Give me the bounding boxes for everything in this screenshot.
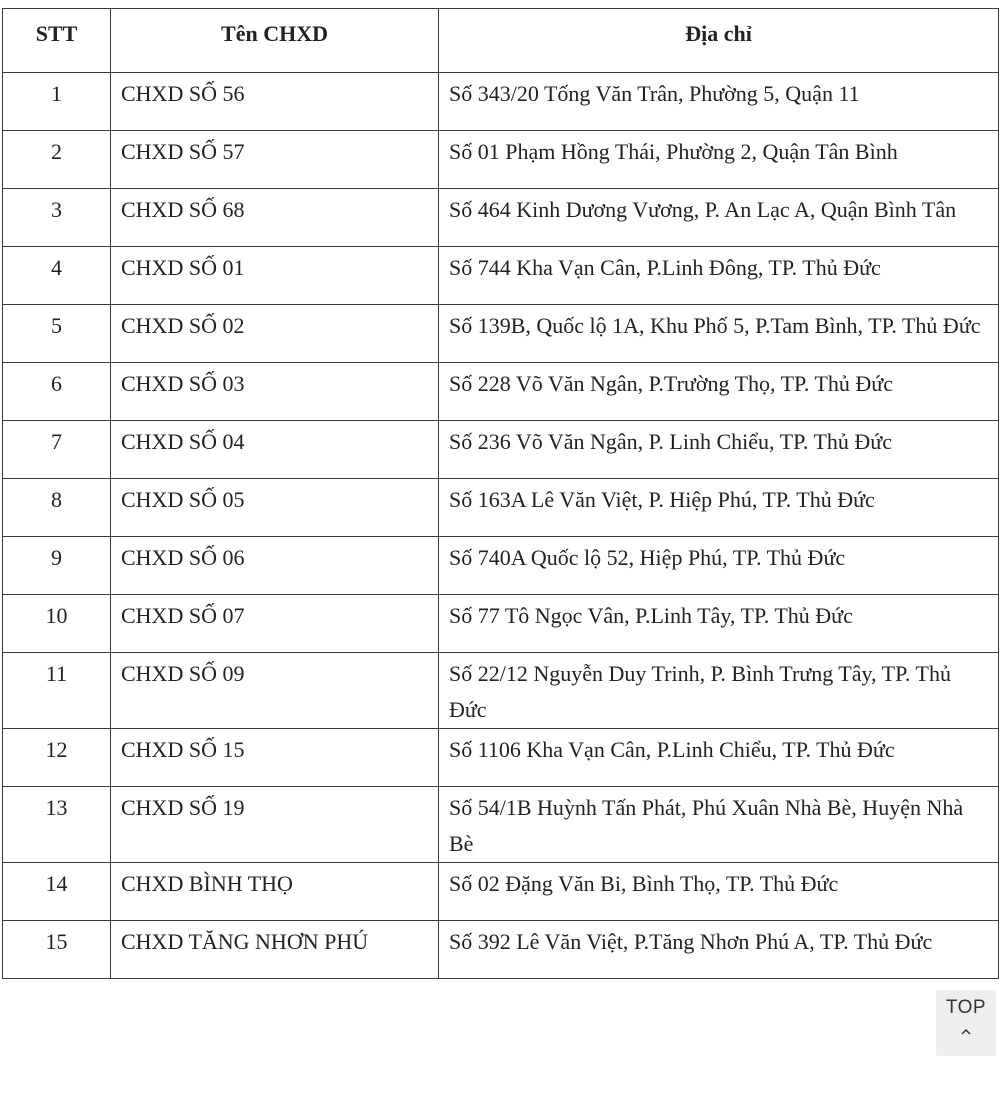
row-station-name: CHXD SỐ 68 [111,189,439,247]
row-stt: 1 [3,73,111,131]
row-address: Số 54/1B Huỳnh Tấn Phát, Phú Xuân Nhà Bè, Huyện Nhà Bè [439,787,999,863]
row-stt: 10 [3,595,111,653]
row-stt: 6 [3,363,111,421]
table-row [3,479,999,537]
row-station-name: CHXD SỐ 09 [111,653,439,729]
table-row [3,363,999,421]
table-row [3,305,999,363]
row-station-name: CHXD SỐ 07 [111,595,439,653]
row-address: Số 02 Đặng Văn Bi, Bình Thọ, TP. Thủ Đức [439,863,999,921]
table-row [3,421,999,479]
header-stt: STT [3,9,111,73]
table-row [3,131,999,189]
row-stt: 3 [3,189,111,247]
table-row [3,863,999,921]
row-address: Số 01 Phạm Hồng Thái, Phường 2, Quận Tân Bình [439,131,999,189]
row-station-name: CHXD SỐ 19 [111,787,439,863]
row-address: Số 392 Lê Văn Việt, P.Tăng Nhơn Phú A, TP. Thủ Đức [439,921,999,979]
row-address: Số 163A Lê Văn Việt, P. Hiệp Phú, TP. Thủ Đức [439,479,999,537]
row-stt: 9 [3,537,111,595]
row-stt: 11 [3,653,111,729]
row-address: Số 22/12 Nguyễn Duy Trinh, P. Bình Trưng Tây, TP. Thủ Đức [439,653,999,729]
row-station-name: CHXD SỐ 57 [111,131,439,189]
row-stt: 2 [3,131,111,189]
table-row [3,653,999,729]
row-stt: 8 [3,479,111,537]
row-address: Số 1106 Kha Vạn Cân, P.Linh Chiểu, TP. Thủ Đức [439,729,999,787]
row-station-name: CHXD TĂNG NHƠN PHÚ [111,921,439,979]
row-station-name: CHXD SỐ 04 [111,421,439,479]
row-station-name: CHXD SỐ 15 [111,729,439,787]
table-row [3,921,999,979]
row-station-name: CHXD SỐ 56 [111,73,439,131]
row-station-name: CHXD BÌNH THỌ [111,863,439,921]
chevron-up-icon [959,1025,973,1039]
table-row [3,787,999,863]
row-station-name: CHXD SỐ 06 [111,537,439,595]
table-row [3,73,999,131]
row-address: Số 343/20 Tống Văn Trân, Phường 5, Quận 11 [439,73,999,131]
table-row [3,247,999,305]
row-stt: 7 [3,421,111,479]
back-to-top-label: TOP [945,997,987,1018]
row-address: Số 236 Võ Văn Ngân, P. Linh Chiểu, TP. Thủ Đức [439,421,999,479]
row-stt: 4 [3,247,111,305]
row-station-name: CHXD SỐ 03 [111,363,439,421]
table-header-row [3,9,999,73]
row-address: Số 139B, Quốc lộ 1A, Khu Phố 5, P.Tam Bình, TP. Thủ Đức [439,305,999,363]
row-stt: 5 [3,305,111,363]
row-address: Số 464 Kinh Dương Vương, P. An Lạc A, Quận Bình Tân [439,189,999,247]
row-station-name: CHXD SỐ 02 [111,305,439,363]
row-address: Số 77 Tô Ngọc Vân, P.Linh Tây, TP. Thủ Đức [439,595,999,653]
gas-station-table [2,8,999,979]
row-address: Số 744 Kha Vạn Cân, P.Linh Đông, TP. Thủ Đức [439,247,999,305]
row-stt: 13 [3,787,111,863]
header-address: Địa chỉ [439,9,999,73]
row-station-name: CHXD SỐ 01 [111,247,439,305]
table-row [3,189,999,247]
row-address: Số 740A Quốc lộ 52, Hiệp Phú, TP. Thủ Đức [439,537,999,595]
row-station-name: CHXD SỐ 05 [111,479,439,537]
back-to-top-button[interactable] [936,990,996,1056]
row-stt: 14 [3,863,111,921]
header-station-name: Tên CHXD [111,9,439,73]
row-stt: 15 [3,921,111,979]
table-row [3,595,999,653]
row-address: Số 228 Võ Văn Ngân, P.Trường Thọ, TP. Thủ Đức [439,363,999,421]
table-row [3,729,999,787]
row-stt: 12 [3,729,111,787]
table-row [3,537,999,595]
